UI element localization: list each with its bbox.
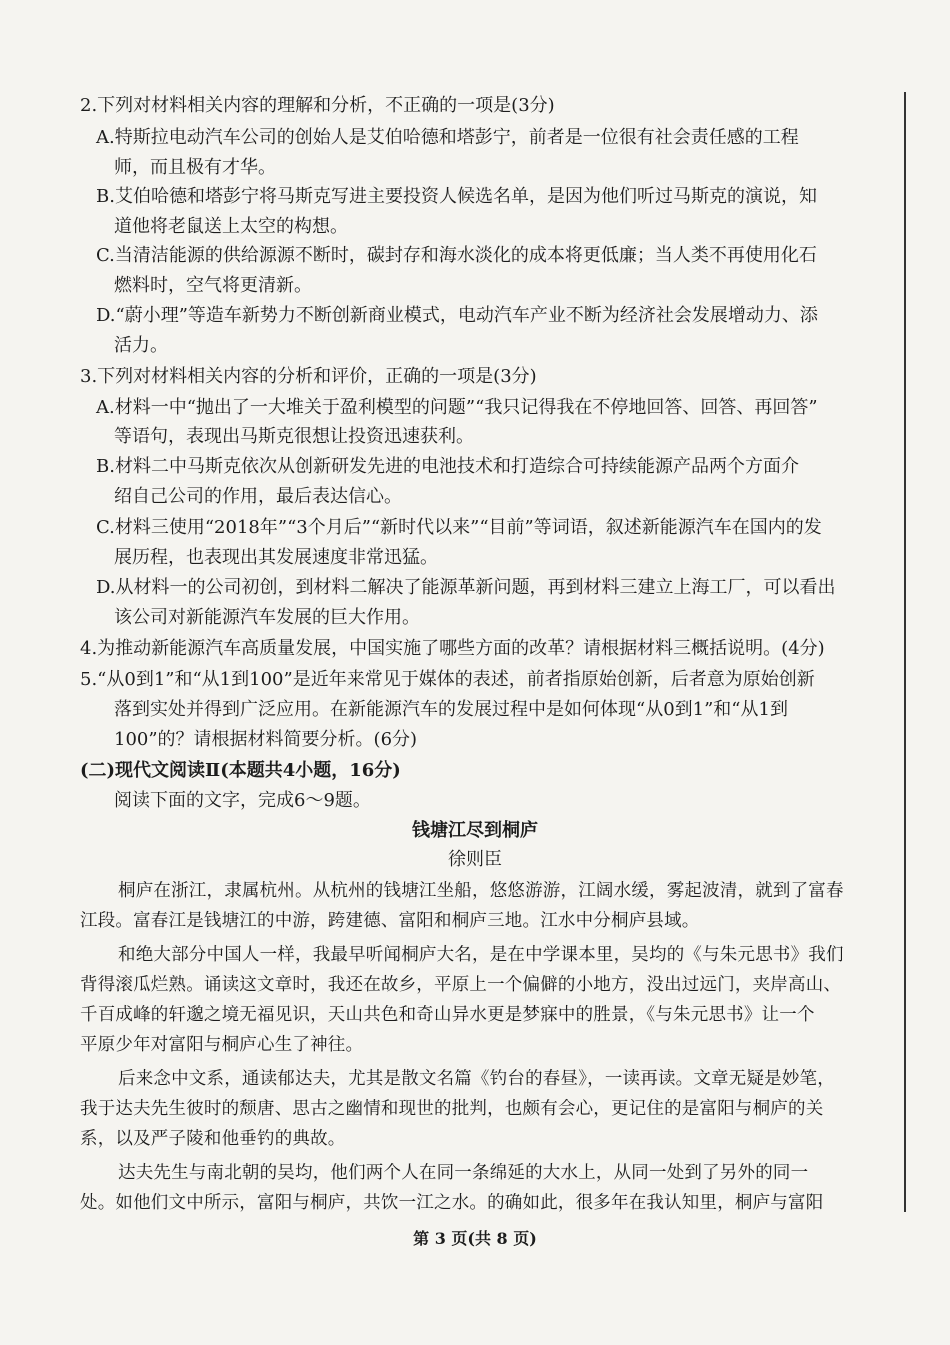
paragraph-1-line-2: 江段。富春江是钱塘江的中游，跨建德、富阳和桐庐三地。江水中分桐庐县域。: [80, 911, 700, 931]
q3-stem: 3.下列对材料相关内容的分析和评价，正确的一项是(3分): [80, 366, 537, 387]
paragraph-4-line-1: 达夫先生与南北朝的吴均，他们两个人在同一条绵延的大水上，从同一处到了另外的同一: [118, 1163, 809, 1183]
article-title: 钱塘江尽到桐庐: [412, 820, 538, 841]
q2-stem: 2.下列对材料相关内容的理解和分析，不正确的一项是(3分): [80, 95, 555, 116]
q2-option-b: B.艾伯哈德和塔彭宁将马斯克写进主要投资人候选名单，是因为他们听过马斯克的演说，知: [96, 186, 817, 207]
q5-stem-cont-1: 落到实处并得到广泛应用。在新能源汽车的发展过程中是如何体现“从0到1”和“从1到: [114, 699, 788, 720]
paragraph-2-line-3: 千百成峰的轩邈之境无福见识，天山共色和奇山异水更是梦寐中的胜景，《与朱元思书》让一个: [80, 1005, 815, 1025]
q5-stem: 5.“从0到1”和“从1到100”是近年来常见于媒体的表述，前者指原始创新，后者意为原始创新: [80, 669, 815, 690]
q3-option-d: D.从材料一的公司初创，到材料二解决了能源革新问题，再到材料三建立上海工厂，可以看出: [96, 577, 836, 598]
margin-rule: [904, 92, 906, 1212]
q3-option-c-cont: 展历程，也表现出其发展速度非常迅猛。: [114, 547, 438, 568]
section-heading: (二)现代文阅读Ⅱ(本题共4小题，16分): [80, 760, 401, 781]
q2-option-d: D.“蔚小理”等造车新势力不断创新商业模式，电动汽车产业不断为经济社会发展增动力、添: [96, 305, 818, 326]
section-instruction: 阅读下面的文字，完成6～9题。: [114, 790, 371, 811]
q2-option-a-cont: 师，而且极有才华。: [114, 157, 276, 178]
paragraph-3-line-3: 系，以及严子陵和他垂钓的典故。: [80, 1129, 346, 1149]
q2-option-b-cont: 道他将老鼠送上太空的构想。: [114, 216, 348, 237]
q5-stem-cont-2: 100”的？请根据材料简要分析。(6分): [114, 729, 418, 750]
q2-option-d-cont: 活力。: [114, 335, 168, 356]
paragraph-4-line-2: 处。如他们文中所示，富阳与桐庐，共饮一江之水。的确如此，很多年在我认知里，桐庐与富阳: [80, 1193, 824, 1213]
article-author: 徐则臣: [448, 849, 502, 870]
q4-stem: 4.为推动新能源汽车高质量发展，中国实施了哪些方面的改革？请根据材料三概括说明。(4分): [80, 638, 825, 659]
paragraph-1-line-1: 桐庐在浙江，隶属杭州。从杭州的钱塘江坐船，悠悠游游，江阔水缓，雾起波清，就到了富春: [118, 881, 844, 901]
paragraph-2-line-1: 和绝大部分中国人一样，我最早听闻桐庐大名，是在中学课本里，吴均的《与朱元思书》我们: [118, 945, 844, 965]
q3-option-b: B.材料二中马斯克依次从创新研发先进的电池技术和打造综合可持续能源产品两个方面介: [96, 456, 799, 477]
q3-option-a-cont: 等语句，表现出马斯克很想让投资迅速获利。: [114, 426, 474, 447]
paragraph-3-line-1: 后来念中文系，通读郁达夫，尤其是散文名篇《钓台的春昼》，一读再读。文章无疑是妙笔，: [118, 1069, 835, 1089]
q3-option-d-cont: 该公司对新能源汽车发展的巨大作用。: [114, 607, 420, 628]
paragraph-2-line-2: 背得滚瓜烂熟。诵读这文章时，我还在故乡，平原上一个偏僻的小地方，没出过远门，夹岸高山、: [80, 975, 842, 995]
q3-option-a: A.材料一中“抛出了一大堆关于盈利模型的问题”“我只记得我在不停地回答、回答、再回答”: [96, 397, 818, 418]
q2-option-c: C.当清洁能源的供给源源不断时，碳封存和海水淡化的成本将更低廉；当人类不再使用化石: [96, 245, 817, 266]
q2-option-c-cont: 燃料时，空气将更清新。: [114, 275, 312, 296]
paragraph-3-line-2: 我于达夫先生彼时的颓唐、思古之幽情和现世的批判，也颇有会心，更记住的是富阳与桐庐的关: [80, 1099, 824, 1119]
page-number: 第 3 页(共 8 页): [413, 1229, 537, 1248]
paragraph-2-line-4: 平原少年对富阳与桐庐心生了神往。: [80, 1035, 364, 1055]
q2-option-a: A.特斯拉电动汽车公司的创始人是艾伯哈德和塔彭宁，前者是一位很有社会责任感的工程: [96, 127, 799, 148]
q3-option-c: C.材料三使用“2018年”“3个月后”“新时代以来”“目前”等词语，叙述新能源汽车在国内的发: [96, 517, 822, 538]
q3-option-b-cont: 绍自己公司的作用，最后表达信心。: [114, 486, 402, 507]
